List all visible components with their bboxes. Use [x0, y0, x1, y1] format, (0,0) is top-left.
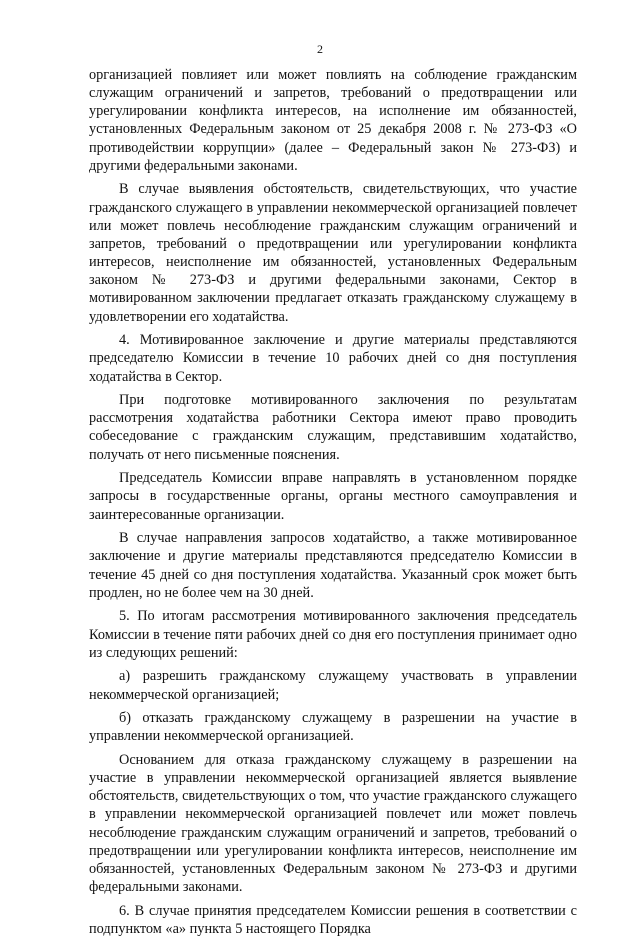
paragraph-item-4: 4. Мотивированное заключение и другие материалы представляются председателю Комиссии в течение 10 рабочих дней со дня поступления ходатайства в Сектор.: [89, 332, 577, 385]
paragraph-option-a: а) разрешить гражданскому служащему участвовать в управлении некоммерческой организацией;: [89, 668, 577, 703]
page-number: 2: [317, 42, 323, 56]
paragraph-requests: Председатель Комиссии вправе направлять в установленном порядке запросы в государственные органы, органы местного самоуправления и заинтересованные организации.: [89, 470, 577, 523]
paragraph-item-6: 6. В случае принятия председателем Комиссии решения в соответствии с подпунктом «а» пункта 5 настоящего Порядка: [89, 902, 577, 937]
paragraph-request-deadline: В случае направления запросов ходатайство, а также мотивированное заключение и другие материалы представляются председателю Комиссии в течение 45 дней со дня поступления ходатайства. Указанный срок может быть продлен, но не более чем на 30 дней.: [89, 530, 577, 601]
paragraph-interview-right: При подготовке мотивированного заключения по результатам рассмотрения ходатайства работники Сектора имеют право проводить собеседование с гражданским служащим, представившим ходатайство, получать от него письменные пояснения.: [89, 392, 577, 463]
paragraph-item-5: 5. По итогам рассмотрения мотивированного заключения председатель Комиссии в течение пяти рабочих дней со дня его поступления принимает одно из следующих решений:: [89, 608, 577, 661]
document-body: [89, 66, 577, 938]
paragraph-continuation: организацией повлияет или может повлиять на соблюдение гражданским служащим ограничений и запретов, требований о предотвращении или урегулировании конфликта интересов, на исполнение им обязанностей, установленных Федеральным законом от 25 декабря 2008 г. № 273-ФЗ «О противодействии коррупции» (далее – Федеральный закон № 273-ФЗ) и другими федеральными законами.: [89, 67, 577, 174]
paragraph-refusal-grounds: В случае выявления обстоятельств, свидетельствующих, что участие гражданского служащего в управлении некоммерческой организацией повлечет или может повлечь несоблюдение гражданским служащим ограничений и запретов, требований о предотвращении или урегулировании конфликта интересов, неисполнение им обязанностей, установленных Федеральным законом № 273-ФЗ и другими федеральными законами, Сектор в мотивированном заключении предлагает отказать гражданскому служащему в удовлетворении его ходатайства.: [89, 181, 577, 325]
paragraph-refusal-basis: Основанием для отказа гражданскому служащему в разрешении на участие в управлении некоммерческой организацией является выявление обстоятельств, свидетельствующих о том, что участие гражданского служащего в управлении некоммерческой организацией повлечет или может повлечь несоблюдение гражданским служащим ограничений и запретов, требований о предотвращении или урегулировании конфликта интересов, неисполнение им обязанностей, установленных Федеральным законом № 273-ФЗ и другими федеральными законами.: [89, 751, 577, 896]
paragraph-option-b: б) отказать гражданскому служащему в разрешении на участие в управлении некоммерческой организацией.: [89, 710, 577, 745]
